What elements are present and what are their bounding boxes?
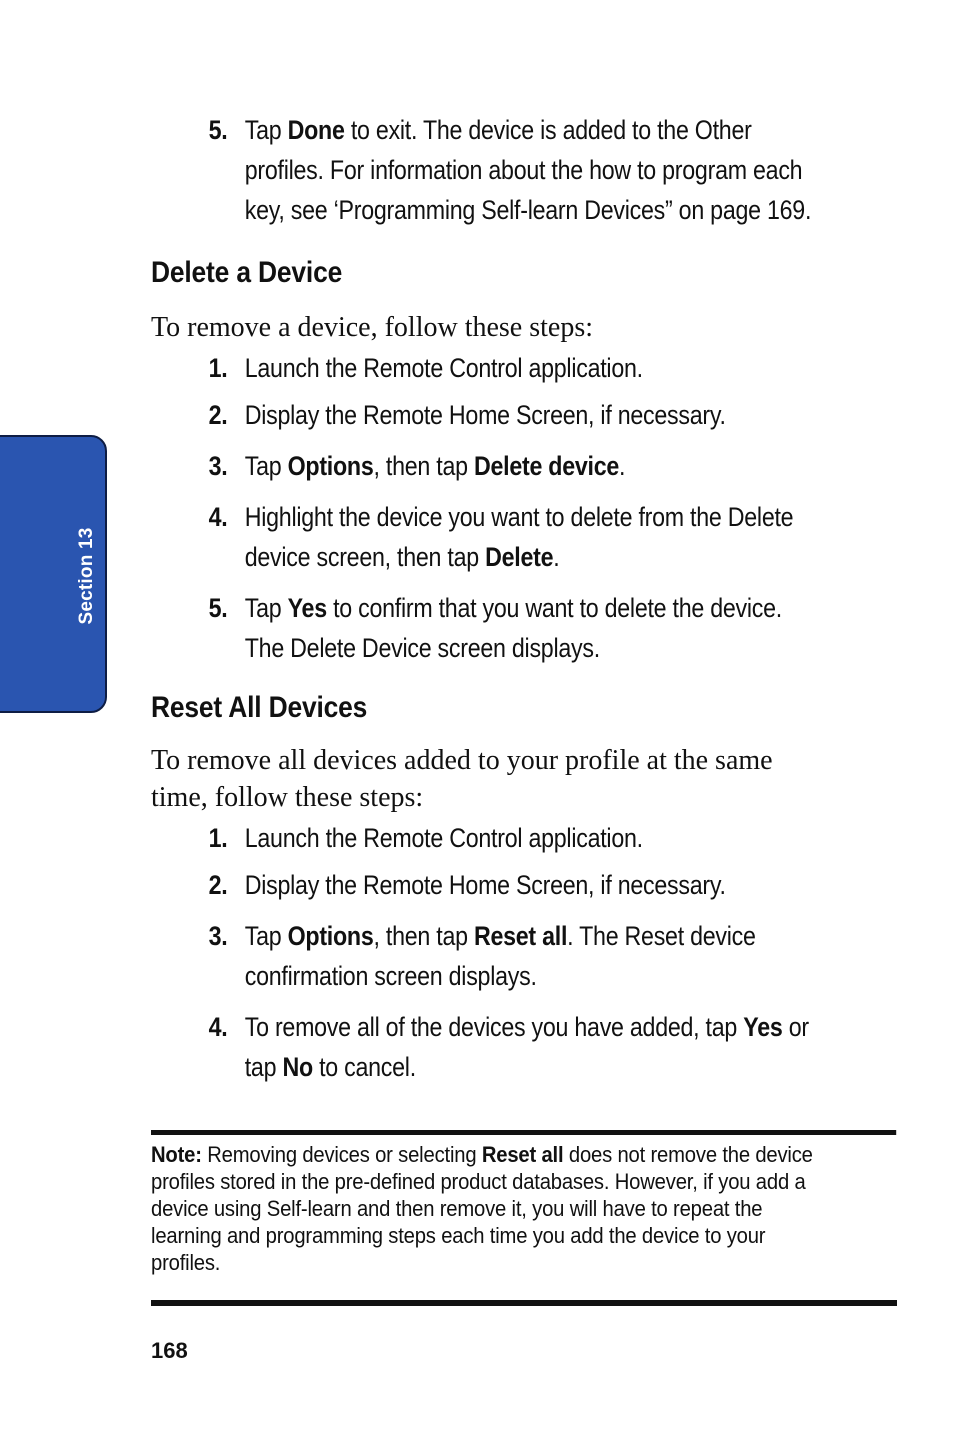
delete-step-1 <box>151 348 881 388</box>
step-text: Tap <box>244 115 288 145</box>
intro-line: To remove all devices added to your profile at the same <box>151 745 773 776</box>
delete-device-heading: Delete a Device <box>151 256 343 289</box>
step-number: 3. <box>208 921 228 951</box>
step-text: to cancel. <box>312 1052 416 1082</box>
delete-step-3 <box>151 446 881 486</box>
note-text: device using Self-learn and then remove it, you will have to repeat the <box>151 1196 763 1221</box>
step-text: Launch the Remote Control application. <box>244 353 643 383</box>
delete-step-2 <box>151 395 881 435</box>
step-text: to exit. The device is added to the Other <box>344 115 752 145</box>
reset-step-3 <box>151 916 881 996</box>
step-text: Display the Remote Home Screen, if necessary. <box>244 400 726 430</box>
delete-steps <box>151 348 897 668</box>
delete-step-5 <box>151 588 881 668</box>
step-text: , then tap <box>373 921 474 951</box>
step-keyword: Options <box>287 921 374 951</box>
step-text: Tap <box>244 921 288 951</box>
step-text: Tap <box>244 593 288 623</box>
step-text: . <box>553 542 560 572</box>
step-number: 5. <box>208 115 228 145</box>
step-keyword: No <box>282 1052 313 1082</box>
step-text: to confirm that you want to delete the device. <box>326 593 782 623</box>
top-step-5 <box>151 110 881 230</box>
note-text: learning and programming steps each time you add the device to your <box>151 1223 766 1248</box>
step-keyword: Delete <box>485 542 554 572</box>
step-text: To remove all of the devices you have added, tap <box>244 1012 744 1042</box>
step-number: 2. <box>208 870 228 900</box>
reset-steps <box>151 818 897 1087</box>
note-text: does not remove the device <box>563 1142 813 1167</box>
reset-all-heading: Reset All Devices <box>151 691 368 724</box>
step-text: Tap <box>244 451 288 481</box>
step-text: tap <box>244 1052 283 1082</box>
step-text: The Delete Device screen displays. <box>244 633 600 663</box>
step-text: device screen, then tap <box>244 542 486 572</box>
step-text: or <box>782 1012 809 1042</box>
delete-device-intro: To remove a device, follow these steps: <box>151 312 594 343</box>
note-text: profiles. <box>151 1250 221 1275</box>
section-tab-label: Section 13 <box>76 527 97 625</box>
step-text: Highlight the device you want to delete from the Delete <box>244 502 794 532</box>
step-keyword: Yes <box>743 1012 783 1042</box>
step-text: . The Reset device <box>567 921 756 951</box>
top-steps <box>151 110 897 230</box>
step-number: 1. <box>208 353 228 383</box>
note-text: Removing devices or selecting <box>201 1142 482 1167</box>
note-text: profiles stored in the pre-defined product databases. However, if you add a <box>151 1169 806 1194</box>
step-text: Display the Remote Home Screen, if necessary. <box>244 870 726 900</box>
step-text: , then tap <box>373 451 474 481</box>
step-text: confirmation screen displays. <box>244 961 537 991</box>
step-number: 1. <box>208 823 228 853</box>
step-keyword: Delete device <box>473 451 620 481</box>
intro-line: time, follow these steps: <box>151 782 424 813</box>
page-content <box>151 110 897 1276</box>
step-keyword: Reset all <box>473 921 568 951</box>
step-number: 3. <box>208 451 228 481</box>
step-number: 4. <box>208 502 228 532</box>
page-number: 168 <box>151 1338 188 1363</box>
step-text: Launch the Remote Control application. <box>244 823 643 853</box>
step-number: 2. <box>208 400 228 430</box>
step-keyword: Done <box>287 115 345 145</box>
note-box <box>151 1130 896 1276</box>
reset-step-1 <box>151 818 881 858</box>
step-number: 5. <box>208 593 228 623</box>
step-keyword: Options <box>287 451 374 481</box>
reset-all-intro <box>151 742 897 816</box>
reset-step-2 <box>151 865 881 905</box>
step-text: . <box>619 451 626 481</box>
note-bottom-rule <box>151 1300 897 1306</box>
note-keyword: Reset all <box>481 1142 564 1167</box>
step-keyword: Yes <box>287 593 327 623</box>
reset-step-4 <box>151 1007 881 1087</box>
step-text: profiles. For information about the how to program each <box>244 155 803 185</box>
note-label: Note: <box>151 1142 202 1167</box>
step-text: key, see ‘Programming Self-learn Devices” on page 169. <box>244 195 812 225</box>
step-number: 4. <box>208 1012 228 1042</box>
delete-step-4 <box>151 497 881 577</box>
